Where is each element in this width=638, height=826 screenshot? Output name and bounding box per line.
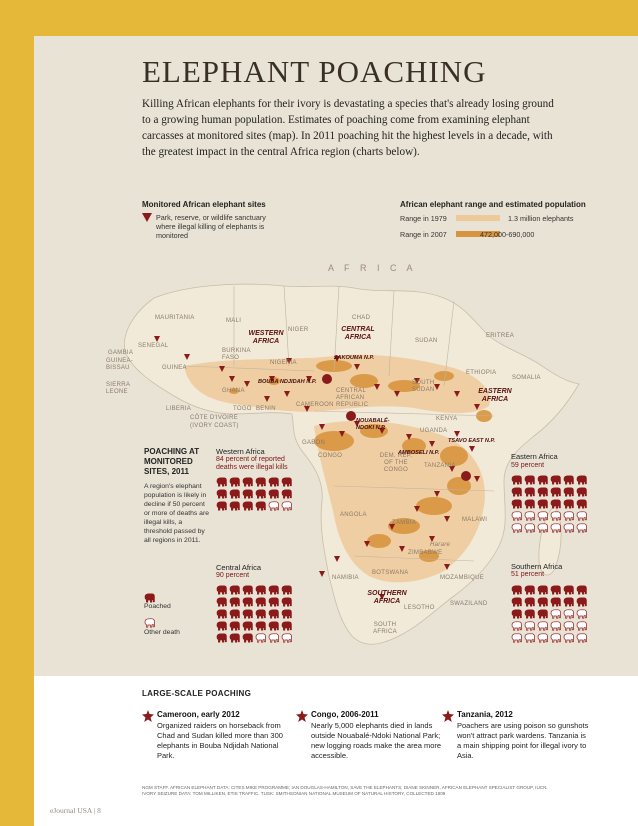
poached-elephant-icon [242, 486, 253, 496]
other-death-elephant-icon [537, 618, 548, 628]
country-zimbabwe: ZIMBABWE [408, 550, 443, 556]
poached-elephant-icon [229, 486, 240, 496]
poached-elephant-icon [255, 582, 266, 592]
gold-top-band [0, 0, 638, 36]
other-death-elephant-icon [563, 618, 574, 628]
poached-elephant-icon [550, 472, 561, 482]
country-south-sudan: SOUTH SUDAN [412, 380, 435, 393]
country-somalia: SOMALIA [512, 375, 541, 381]
country-swaziland: SWAZILAND [450, 601, 488, 607]
central-name: Central Africa [216, 563, 262, 572]
poached-elephant-icon [268, 594, 279, 604]
country-gabon: GABON [302, 440, 326, 446]
country-chad: CHAD [352, 315, 371, 321]
legend-sites-title: Monitored African elephant sites [142, 200, 266, 209]
country-mozambique: MOZAMBIQUE [440, 575, 485, 581]
poached-elephant-icon [537, 484, 548, 494]
poached-elephant-icon [216, 486, 227, 496]
poached-elephant-icon [576, 582, 587, 592]
western-icon-grid [216, 474, 292, 508]
legend-other-label: Other death [144, 629, 180, 636]
poached-elephant-icon [216, 498, 227, 508]
poached-elephant-icon [563, 496, 574, 506]
poached-elephant-icon [511, 606, 522, 616]
poached-elephant-icon [576, 484, 587, 494]
case-1-star-icon [142, 710, 154, 722]
other-death-elephant-icon [550, 630, 561, 640]
legend-range-1979-label: Range in 1979 [400, 214, 447, 223]
other-death-elephant-icon [511, 630, 522, 640]
poached-elephant-icon [255, 474, 266, 484]
country-mauritania: MAURITANIA [155, 315, 195, 321]
site-triangle-icon [142, 213, 152, 222]
poached-elephant-icon [524, 496, 535, 506]
poached-elephant-icon [563, 594, 574, 604]
poached-elephant-icon [216, 630, 227, 640]
other-death-elephant-icon [524, 618, 535, 628]
other-death-elephant-icon [281, 630, 292, 640]
country-south-africa: SOUTH AFRICA [373, 622, 397, 635]
park-tsavo-east: TSAVO EAST N.P. [448, 438, 496, 444]
poached-elephant-icon [268, 618, 279, 628]
poached-elephant-icon [255, 606, 266, 616]
country-kenya: KENYA [436, 416, 458, 422]
country-car: CENTRAL AFRICAN REPUBLIC [336, 388, 369, 408]
other-death-elephant-icon [524, 630, 535, 640]
poached-elephant-icon [511, 484, 522, 494]
park-amboseli: AMBOSELI N.P. [398, 450, 440, 456]
poached-elephant-icon [281, 618, 292, 628]
poached-elephant-icon [563, 472, 574, 482]
poached-elephant-icon [524, 594, 535, 604]
map-label-africa: A F R I C A [328, 263, 417, 273]
poached-elephant-icon [524, 606, 535, 616]
legend-other-icon [144, 615, 155, 625]
other-death-elephant-icon [576, 606, 587, 616]
other-death-elephant-icon [511, 618, 522, 628]
southern-icon-grid [511, 582, 587, 640]
poached-elephant-icon [281, 594, 292, 604]
legend-range-2007-value: 472,000-690,000 [480, 230, 535, 239]
range-1979-swatch [456, 215, 500, 221]
country-togo: TOGO [233, 406, 252, 412]
poached-elephant-icon [268, 474, 279, 484]
country-botswana: BOTSWANA [372, 570, 409, 576]
region-label-central: CENTRAL AFRICA [341, 326, 375, 341]
country-angola: ANGOLA [340, 512, 367, 518]
other-death-elephant-icon [537, 520, 548, 530]
region-label-eastern: EASTERN AFRICA [478, 388, 512, 403]
poached-elephant-icon [511, 496, 522, 506]
country-benin: BENIN [256, 406, 276, 412]
poached-elephant-icon [216, 606, 227, 616]
country-namibia: NAMIBIA [332, 575, 359, 581]
western-pct: 84 percent of reported deaths were illegal kills [216, 456, 288, 471]
country-burkina-faso: BURKINA FASO [222, 348, 251, 361]
poached-elephant-icon [524, 484, 535, 494]
eastern-pct: 59 percent [511, 462, 545, 469]
poached-elephant-icon [268, 582, 279, 592]
country-cote-divoire: CÔTE D'IVOIRE (IVORY COAST) [190, 415, 239, 429]
country-drc: DEM. REP. OF THE CONGO [379, 453, 413, 473]
region-label-southern: SOUTHERN AFRICA [367, 590, 407, 605]
park-zakouma: ZAKOUMA N.P. [334, 355, 375, 361]
other-death-elephant-icon [563, 508, 574, 518]
eastern-name: Eastern Africa [511, 452, 558, 461]
city-harare: Harare [430, 542, 451, 548]
country-tanzania: TANZANIA [424, 463, 456, 469]
poached-elephant-icon [216, 618, 227, 628]
legend-poached-icon [144, 590, 155, 600]
poached-elephant-icon [511, 472, 522, 482]
case-2-head: Congo, 2006-2011 [311, 710, 379, 719]
country-zambia: ZAMBIA [392, 520, 417, 526]
case-3-head: Tanzania, 2012 [457, 710, 513, 719]
poached-elephant-icon [576, 472, 587, 482]
poached-elephant-icon [268, 606, 279, 616]
poached-elephant-icon [229, 594, 240, 604]
southern-pct: 51 percent [511, 571, 545, 578]
poached-elephant-icon [268, 486, 279, 496]
poached-elephant-icon [229, 582, 240, 592]
other-death-elephant-icon [524, 520, 535, 530]
poached-elephant-icon [216, 594, 227, 604]
legend-range-2007-label: Range in 2007 [400, 230, 447, 239]
country-congo: CONGO [318, 453, 343, 459]
central-pct: 90 percent [216, 572, 250, 579]
poached-elephant-icon [524, 472, 535, 482]
poached-elephant-icon [511, 594, 522, 604]
poached-elephant-icon [229, 606, 240, 616]
poached-elephant-icon [242, 474, 253, 484]
poached-elephant-icon [229, 474, 240, 484]
poached-elephant-icon [550, 582, 561, 592]
country-senegal: SENEGAL [138, 343, 169, 349]
park-bouba-ndjidah: BOUBA NDJIDAH N.P. [258, 379, 317, 385]
legend-sites-text: Park, reserve, or wildlife sanctuary where illegal killing of elephants is monitored [156, 213, 266, 240]
poached-elephant-icon [229, 630, 240, 640]
country-uganda: UGANDA [420, 428, 448, 434]
country-malawi: MALAWI [462, 517, 488, 523]
case-1-head: Cameroon, early 2012 [157, 710, 240, 719]
intro-text: Killing African elephants for their ivory is devastating a species that's already losing ground to a growing human population. Estimates of poaching come from examining elephant carcasses at monitored sites (map). In 2011 poaching hit the highest levels in a decade, with the greatest impact in the central Africa region (charts below). [142, 98, 554, 158]
poached-elephant-icon [216, 582, 227, 592]
poached-elephant-icon [281, 474, 292, 484]
country-sudan: SUDAN [415, 338, 438, 344]
credits: NGM STAFF. AFRICAN ELEPHANT DATA: CITES MIKE PROGRAMME; IAN DOUGLAS-HAMILTON, SAVE THE ELEPHANTS; DIANE SKINNER, AFRICAN ELEPHANT SPECIALIST GROUP, IUCN. IVORY SEIZURE DATA: TOM MILLIKEN, ETIS TRAFFIC. TUSK: SMITHSONIAN NATIONAL MUSEUM OF NATURAL HISTORY, COLLECTED 1909 [142, 785, 548, 796]
other-death-elephant-icon [511, 520, 522, 530]
other-death-elephant-icon [563, 520, 574, 530]
poached-elephant-icon [511, 582, 522, 592]
country-niger: NIGER [288, 327, 309, 333]
legend-range-1979-value: 1.3 million elephants [508, 214, 574, 223]
case-1-body: Organized raiders on horseback from Chad and Sudan killed more than 300 elephants in Bouba Ndjidah National Park. [157, 721, 283, 760]
poached-elephant-icon [550, 594, 561, 604]
other-death-elephant-icon [576, 508, 587, 518]
poached-elephant-icon [216, 474, 227, 484]
southern-name: Southern Africa [511, 562, 563, 571]
region-label-western: WESTERN AFRICA [248, 330, 284, 345]
poached-elephant-icon [524, 582, 535, 592]
poached-elephant-icon [550, 484, 561, 494]
poached-elephant-icon [229, 498, 240, 508]
chart-note: A region's elephant population is likely in decline if 50 percent or more of deaths are illegal kills, a threshold passed by all regions in 2011. [144, 483, 209, 544]
poached-elephant-icon [242, 582, 253, 592]
poached-elephant-icon [242, 498, 253, 508]
poached-elephant-icon [576, 594, 587, 604]
case-3-body: Poachers are using poison so gunshots won't attract park wardens. Tanzania is a main shipping point for illegal ivory to Asia. [457, 721, 589, 760]
page-title: ELEPHANT POACHING [142, 54, 487, 89]
country-ethiopia: ETHIOPIA [466, 370, 497, 376]
poached-elephant-icon [242, 594, 253, 604]
poached-elephant-icon [537, 582, 548, 592]
other-death-elephant-icon [255, 630, 266, 640]
legend-poached-label: Poached [144, 603, 171, 610]
poached-elephant-icon [563, 582, 574, 592]
large-scale-title: LARGE-SCALE POACHING [142, 689, 252, 698]
poached-elephant-icon [563, 484, 574, 494]
other-death-elephant-icon [281, 498, 292, 508]
case-3-star-icon [442, 710, 454, 722]
other-death-elephant-icon [537, 508, 548, 518]
country-gambia: GAMBIA [108, 350, 134, 356]
country-mali: MALI [226, 318, 242, 324]
other-death-elephant-icon [576, 520, 587, 530]
country-guinea-bissau: GUINEA-BISSAU [106, 358, 134, 371]
poached-elephant-icon [537, 472, 548, 482]
footer: eJournal USA | 8 [50, 806, 101, 815]
poached-elephant-icon [242, 630, 253, 640]
case-2-star-icon [296, 710, 308, 722]
other-death-elephant-icon [576, 618, 587, 628]
other-death-elephant-icon [537, 630, 548, 640]
poached-elephant-icon [242, 618, 253, 628]
other-death-elephant-icon [511, 508, 522, 518]
poached-elephant-icon [550, 496, 561, 506]
poached-elephant-icon [255, 498, 266, 508]
case-2-body: Nearly 5,000 elephants died in lands outside Nouabalé-Ndoki National Park; new logging roads make the area more accessible. [311, 721, 442, 760]
poached-elephant-icon [537, 496, 548, 506]
central-icon-grid [216, 582, 292, 640]
poached-elephant-icon [537, 606, 548, 616]
poached-elephant-icon [576, 496, 587, 506]
eastern-icon-grid [511, 472, 587, 530]
poached-elephant-icon [255, 594, 266, 604]
gold-left-band [0, 0, 34, 826]
country-eritrea: ERITREA [486, 333, 515, 339]
country-sierra-leone: SIERRA LEONE [106, 382, 130, 395]
other-death-elephant-icon [550, 508, 561, 518]
other-death-elephant-icon [563, 606, 574, 616]
poached-elephant-icon [281, 582, 292, 592]
country-cameroon: CAMEROON [296, 402, 334, 408]
poached-elephant-icon [537, 594, 548, 604]
poached-elephant-icon [242, 606, 253, 616]
park-nouabale-ndoki: NOUABALÉ-NDOKI N.P. [356, 418, 390, 431]
poached-elephant-icon [229, 618, 240, 628]
poached-elephant-icon [281, 486, 292, 496]
country-guinea: GUINEA [162, 365, 187, 371]
other-death-elephant-icon [268, 630, 279, 640]
poached-elephant-icon [255, 486, 266, 496]
western-name: Western Africa [216, 447, 265, 456]
poached-elephant-icon [255, 618, 266, 628]
other-death-elephant-icon [550, 606, 561, 616]
legend-range-title: African elephant range and estimated population [400, 200, 586, 209]
other-death-elephant-icon [563, 630, 574, 640]
country-liberia: LIBERIA [166, 406, 192, 412]
chart-title: POACHING AT MONITORED SITES, 2011 [144, 447, 200, 476]
country-ghana: GHANA [222, 388, 245, 394]
other-death-elephant-icon [550, 520, 561, 530]
country-lesotho: LESOTHO [404, 605, 435, 611]
other-death-elephant-icon [550, 618, 561, 628]
other-death-elephant-icon [576, 630, 587, 640]
poached-elephant-icon [281, 606, 292, 616]
other-death-elephant-icon [524, 508, 535, 518]
other-death-elephant-icon [268, 498, 279, 508]
country-nigeria: NIGERIA [270, 360, 297, 366]
